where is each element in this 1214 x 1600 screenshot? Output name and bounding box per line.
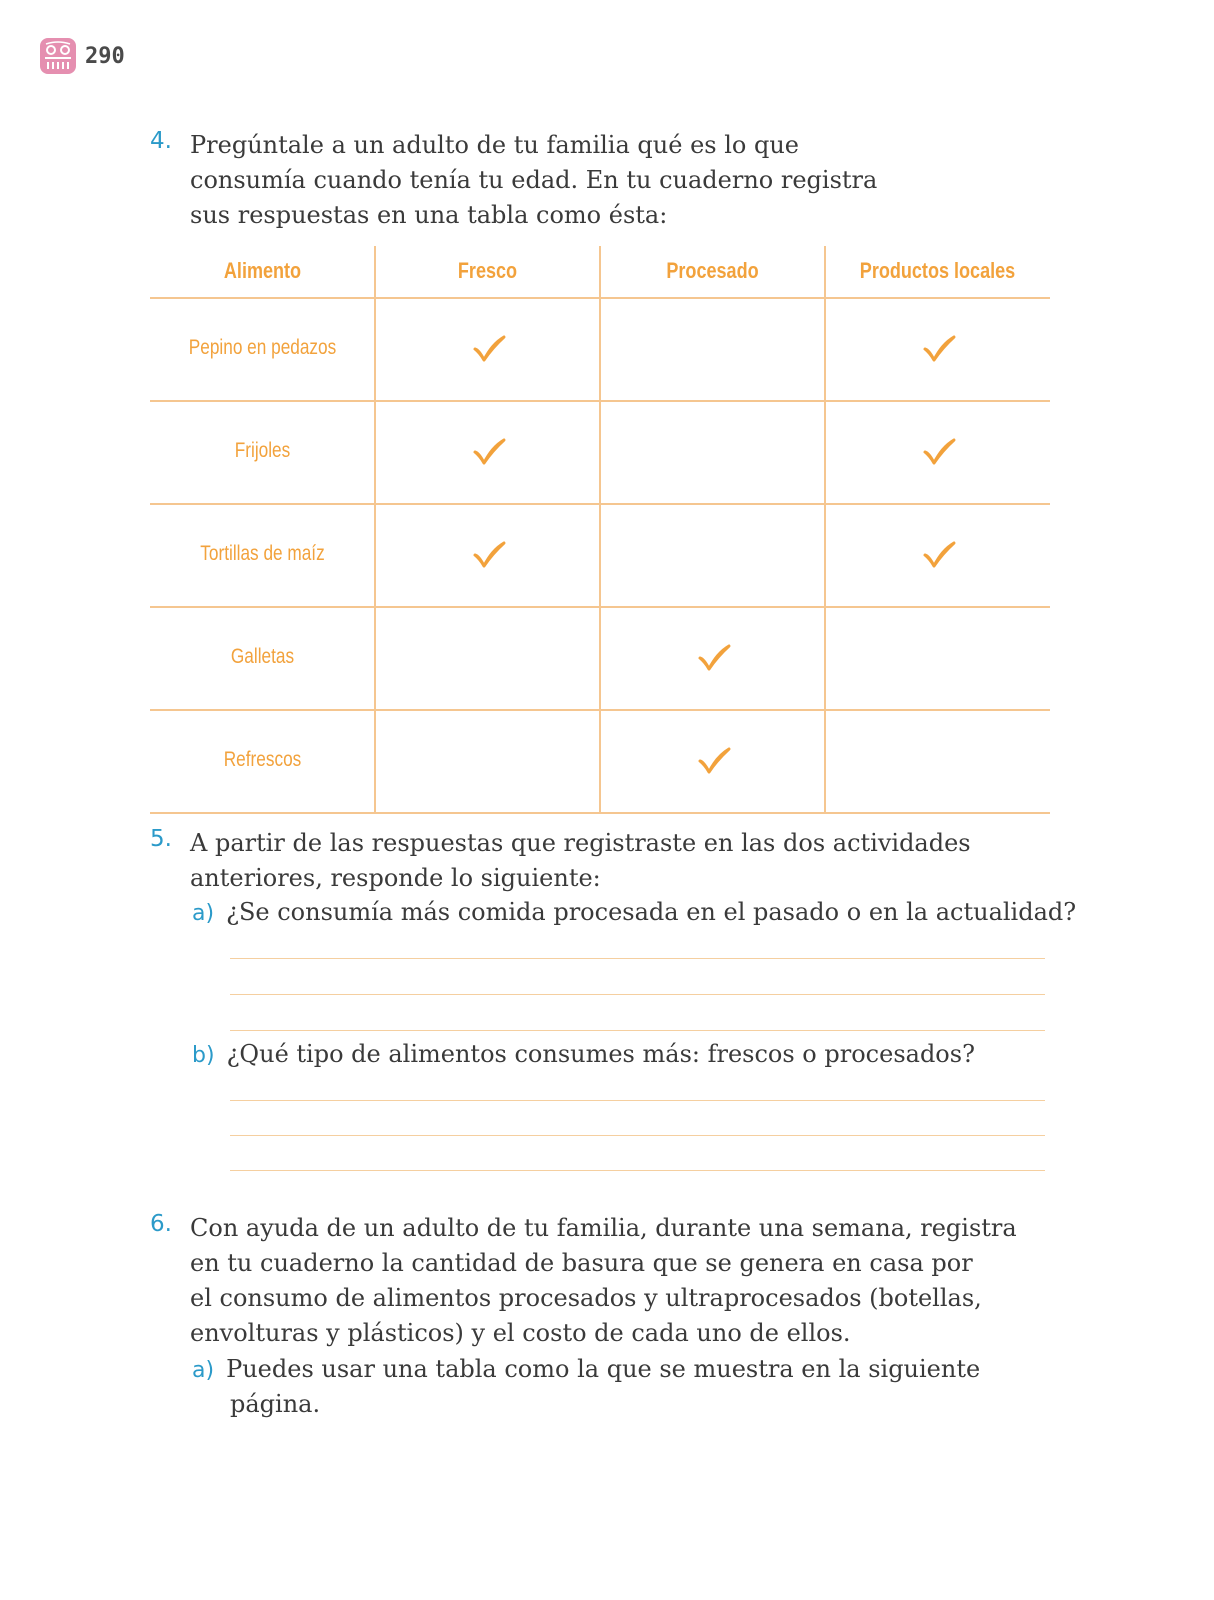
question-number: 6. — [150, 1211, 172, 1237]
question-5 — [150, 826, 1050, 906]
question-line: el consumo de alimentos procesados y ultraprocesados (botellas, — [190, 1284, 982, 1312]
question-line: Con ayuda de un adulto de tu familia, durante una semana, registra — [190, 1214, 1017, 1242]
answer-line[interactable] — [230, 1100, 1045, 1101]
answer-line[interactable] — [230, 994, 1045, 995]
check-mark-icon — [472, 334, 506, 364]
table-column-divider — [824, 246, 826, 813]
question-number: 4. — [150, 128, 172, 154]
sub-text: página. — [230, 1390, 321, 1418]
question-4 — [150, 128, 1050, 238]
table-food-cell: Refrescos — [223, 748, 302, 771]
check-mark-icon — [922, 437, 956, 467]
sub-text: ¿Se consumía más comida procesada en el pasado o en la actualidad? — [226, 898, 1077, 926]
table-row-divider — [150, 606, 1050, 608]
question-6a-continued — [230, 1387, 320, 1422]
sub-text: ¿Qué tipo de alimentos consumes más: frescos o procesados? — [226, 1040, 975, 1068]
table-food-cell: Pepino en pedazos — [188, 336, 337, 359]
answer-line[interactable] — [230, 958, 1045, 959]
question-text — [190, 128, 877, 233]
table-food-cell: Frijoles — [234, 439, 291, 462]
question-line: envolturas y plásticos) y el costo de cada uno de ellos. — [190, 1319, 851, 1347]
check-mark-icon — [472, 437, 506, 467]
question-line: sus respuestas en una tabla como ésta: — [190, 201, 668, 229]
check-mark-icon — [697, 746, 731, 776]
question-5b — [192, 1037, 975, 1073]
sub-letter: b) — [192, 1043, 215, 1068]
table-header-cell: Procesado — [666, 258, 759, 283]
glyph-icon — [40, 38, 76, 74]
table-header-cell: Fresco — [457, 258, 518, 283]
table-food-cell: Galletas — [230, 645, 295, 668]
question-line: en tu cuaderno la cantidad de basura que se genera en casa por — [190, 1249, 973, 1277]
answer-line[interactable] — [230, 1170, 1045, 1171]
question-line: anteriores, responde lo siguiente: — [190, 864, 601, 892]
table-row-divider — [150, 812, 1050, 814]
check-mark-icon — [922, 540, 956, 570]
table-column-divider — [599, 246, 601, 813]
question-line: Pregúntale a un adulto de tu familia qué es lo que — [190, 131, 799, 159]
table-column-divider — [374, 246, 376, 813]
food-table — [150, 246, 1050, 818]
answer-line[interactable] — [230, 1135, 1045, 1136]
question-6 — [150, 1211, 1050, 1361]
question-5a — [192, 895, 1076, 931]
check-mark-icon — [922, 334, 956, 364]
table-header-cell: Alimento — [223, 258, 302, 283]
question-line: A partir de las respuestas que registraste en las dos actividades — [190, 829, 971, 857]
question-number: 5. — [150, 826, 172, 852]
page-header — [40, 38, 125, 74]
table-food-cell: Tortillas de maíz — [200, 542, 325, 565]
question-text — [190, 826, 971, 896]
page-number: 290 — [85, 43, 125, 69]
table-row-divider — [150, 709, 1050, 711]
answer-line[interactable] — [230, 1030, 1045, 1031]
sub-text: Puedes usar una tabla como la que se muestra en la siguiente — [226, 1355, 981, 1383]
check-mark-icon — [697, 643, 731, 673]
question-6a — [192, 1352, 980, 1388]
table-row-divider — [150, 503, 1050, 505]
table-row-divider — [150, 297, 1050, 299]
question-line: consumía cuando tenía tu edad. En tu cuaderno registra — [190, 166, 878, 194]
table-row-divider — [150, 400, 1050, 402]
sub-letter: a) — [192, 1358, 215, 1383]
table-header-cell: Productos locales — [859, 258, 1016, 283]
question-text — [190, 1211, 1017, 1351]
check-mark-icon — [472, 540, 506, 570]
sub-letter: a) — [192, 901, 215, 926]
